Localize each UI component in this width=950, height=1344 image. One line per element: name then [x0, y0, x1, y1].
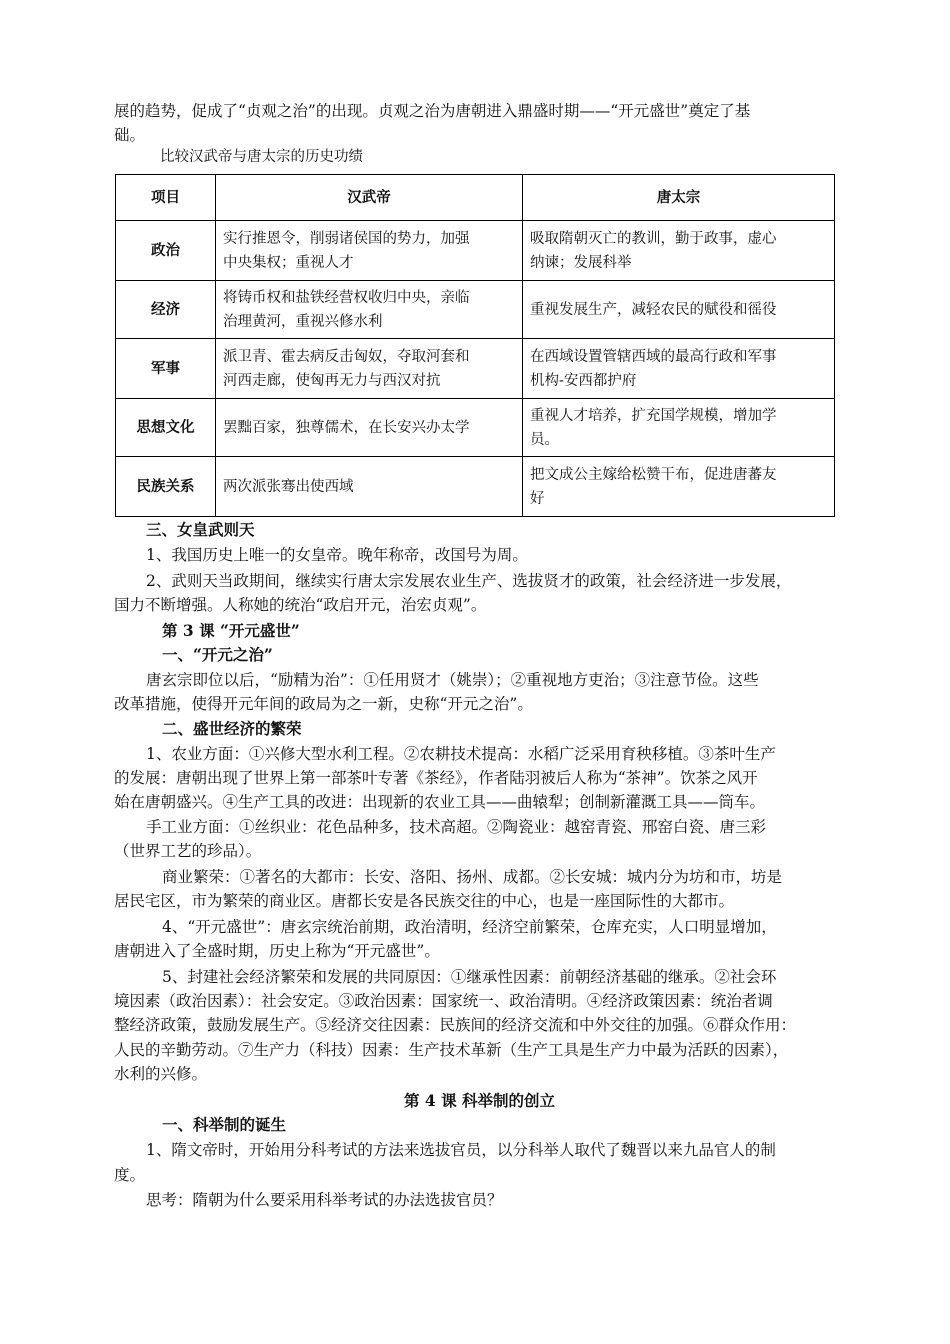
- paragraph-line: 手工业方面：①丝织业：花色品种多，技术高超。②陶瓷业：越窑青瓷、邢窑白瓷、唐三彩: [146, 818, 767, 836]
- header-han-wudi: 汉武帝: [216, 175, 523, 221]
- tang-cell: 重视发展生产，减轻农民的赋役和徭役: [523, 281, 835, 339]
- paragraph-line: 商业繁荣：①著名的大都市：长安、洛阳、扬州、成都。②长安城：城内分为坊和市，坊是: [162, 868, 783, 886]
- paragraph-line: 整经济政策，鼓励发展生产。⑤经济交往因素：民族间的经济交流和中外交往的加强。⑥群众作用：: [114, 1016, 797, 1034]
- han-cell: 派卫青、霍去病反击匈奴，夺取河套和 河西走廊，使匈再无力与西汉对抗: [216, 339, 523, 399]
- paragraph-line: 境因素（政治因素）：社会安定。③政治因素：国家统一、政治清明。④经济政策因素：统治者调: [114, 992, 773, 1010]
- paragraph-line: 1、我国历史上唯一的女皇帝。晚年称帝，改国号为周。: [146, 546, 528, 564]
- table-row: [116, 339, 835, 399]
- header-tang-taizong: 唐太宗: [523, 175, 835, 221]
- section-heading-wu-zetian: 三、女皇武则天: [146, 520, 255, 539]
- row-label: 思想文化: [116, 399, 216, 457]
- paragraph-line: 居民宅区，市为繁荣的商业区。唐都长安是各民族交往的中心，也是一座国际性的大都市。: [114, 892, 735, 910]
- paragraph-line: 1、农业方面：①兴修大型水利工程。②农耕技术提高：水稻广泛采用育秧移植。③茶叶生产: [146, 745, 776, 763]
- section-heading-economy: 二、盛世经济的繁荣: [162, 719, 302, 738]
- table-caption: 比较汉武帝与唐太宗的历史功绩: [160, 149, 363, 165]
- question-line: 思考：隋朝为什么要采用科举考试的办法选拔官员？: [146, 1191, 503, 1209]
- paragraph-line: 人民的辛勤劳动。⑦生产力（科技）因素：生产技术革新（生产工具是生产力中最为活跃的因素），: [114, 1041, 789, 1059]
- header-item: 项目: [116, 175, 216, 221]
- paragraph-line: 5、封建社会经济繁荣和发展的共同原因：①继承性因素：前朝经济基础的继承。②社会环: [162, 968, 777, 986]
- paragraph-line: 2、武则天当政期间，继续实行唐太宗发展农业生产、选拔贤才的政策，社会经济进一步发展，: [146, 572, 792, 590]
- table-header-row: [116, 175, 835, 221]
- paragraph-line: 唐玄宗即位以后，“励精为治”：①任用贤才（姚崇）；②重视地方吏治；③注意节俭。这些: [146, 671, 759, 689]
- paragraph-line: 国力不断增强。人称她的统治“政启开元，治宏贞观”。: [114, 596, 487, 614]
- row-label: 经济: [116, 281, 216, 339]
- han-cell: 两次派张骞出使西域: [216, 457, 523, 517]
- tang-cell: 在西域设置管辖西域的最高行政和军事 机构-安西都护府: [523, 339, 835, 399]
- tang-cell: 把文成公主嫁给松赞干布，促进唐蕃友 好: [523, 457, 835, 517]
- han-cell: 将铸币权和盐铁经营权收归中央，亲临 治理黄河，重视兴修水利: [216, 281, 523, 339]
- row-label: 政治: [116, 221, 216, 281]
- lesson-4-title: 第 4 课 科举制的创立: [404, 1091, 555, 1110]
- intro-line-2: 础。: [114, 126, 146, 144]
- paragraph-line: 改革措施，使得开元年间的政局为之一新，史称“开元之治”。: [114, 695, 533, 713]
- paragraph-line: （世界工艺的珍品）。: [114, 842, 262, 860]
- row-label: 民族关系: [116, 457, 216, 517]
- han-cell: 罢黜百家，独尊儒术，在长安兴办太学: [216, 399, 523, 457]
- comparison-table: [115, 174, 835, 517]
- intro-line-1: 展的趋势，促成了“贞观之治”的出现。贞观之治为唐朝进入鼎盛时期——“开元盛世”奠定了基: [114, 102, 751, 120]
- paragraph-line: 度。: [114, 1166, 146, 1184]
- section-heading-keju: 一、科举制的诞生: [162, 1115, 287, 1134]
- paragraph-line: 唐朝进入了全盛时期，历史上称为“开元盛世”。: [114, 942, 440, 960]
- paragraph-line: 始在唐朝盛兴。④生产工具的改进：出现新的农业工具——曲辕犁；创制新灌溉工具——筒车。: [114, 793, 766, 811]
- han-cell: 实行推恩令，削弱诸侯国的势力，加强 中央集权；重视人才: [216, 221, 523, 281]
- tang-cell: 吸取隋朝灭亡的教训，勤于政事，虚心 纳谏；发展科举: [523, 221, 835, 281]
- row-label: 军事: [116, 339, 216, 399]
- paragraph-line: 的发展：唐朝出现了世界上第一部茶叶专著《茶经》，作者陆羽被后人称为“茶神”。饮茶之风开: [114, 769, 758, 787]
- paragraph-line: 1、隋文帝时，开始用分科考试的方法来选拔官员，以分科举人取代了魏晋以来九品官人的制: [146, 1141, 776, 1159]
- lesson-3-title: 第 3 课 “开元盛世”: [162, 621, 300, 640]
- paragraph-line: 水利的兴修。: [114, 1065, 208, 1083]
- table-row: [116, 281, 835, 339]
- paragraph-line: 4、“开元盛世”：唐玄宗统治前期，政治清明，经济空前繁荣，仓库充实，人口明显增加，: [162, 918, 777, 936]
- tang-cell: 重视人才培养，扩充国学规模，增加学 员。: [523, 399, 835, 457]
- table-row: [116, 221, 835, 281]
- table-row: [116, 457, 835, 517]
- section-heading-kaiyuan-zhizhi: 一、“开元之治”: [162, 645, 273, 664]
- table-row: [116, 399, 835, 457]
